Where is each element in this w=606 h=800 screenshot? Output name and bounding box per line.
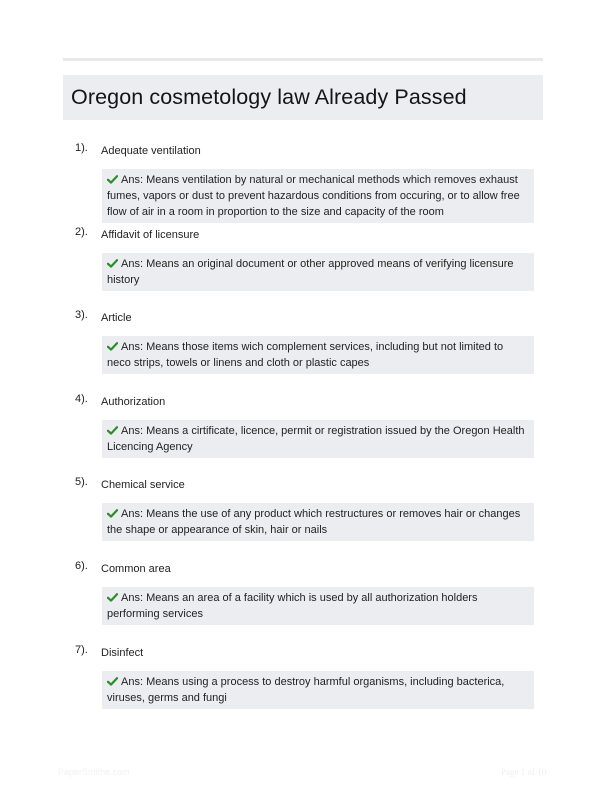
question-term: Adequate ventilation xyxy=(101,145,201,157)
checkmark-icon xyxy=(107,509,118,518)
answer-text: Ans: Means a cirtificate, licence, permit or registration issued by the Oregon Health Licencing Agency xyxy=(107,424,525,453)
question-number: 7). xyxy=(75,643,88,656)
question-number: 2). xyxy=(75,225,88,238)
question-number: 6). xyxy=(75,559,88,572)
checkmark-icon xyxy=(107,677,118,686)
answer-box xyxy=(102,169,534,223)
answer-text: Ans: Means an area of a facility which is used by all authorization holders performing services xyxy=(107,591,478,620)
qa-item xyxy=(63,560,543,644)
qa-item xyxy=(63,393,543,477)
answer-text: Ans: Means those items wich complement services, including but not limited to neco strips, towels or linens and cloth or plastic capes xyxy=(107,341,504,370)
qa-item xyxy=(63,644,543,728)
qa-item xyxy=(63,226,543,310)
answer-box xyxy=(102,420,534,458)
page-number: Page 1 of 10 xyxy=(501,767,547,777)
checkmark-icon xyxy=(107,259,118,268)
question-term: Common area xyxy=(101,562,171,575)
question-term: Article xyxy=(101,312,132,325)
question-term: Affidavit of licensure xyxy=(101,228,200,241)
answer-box xyxy=(102,587,534,625)
qa-item xyxy=(63,476,543,560)
question-number: 4). xyxy=(75,392,88,405)
question-term: Disinfect xyxy=(101,646,144,659)
answer-box xyxy=(102,671,534,709)
checkmark-icon xyxy=(107,426,118,435)
qa-item xyxy=(63,142,543,226)
answer-box xyxy=(102,503,534,541)
answer-text: Ans: Means using a process to destroy harmful organisms, including bacterica, viruses, germs and fungi xyxy=(107,675,505,704)
qa-item xyxy=(63,309,543,393)
checkmark-icon xyxy=(107,342,118,351)
checkmark-icon xyxy=(107,175,118,184)
answer-text: Ans: Means ventilation by natural or mechanical methods which removes exhaust fumes, vapors or dust to prevent hazardous conditions from occuring, or to allow free flow of air in a room in proportion to the size and capacity of the room xyxy=(107,174,520,218)
title-box xyxy=(63,75,543,120)
checkmark-icon xyxy=(107,593,118,602)
question-term: Chemical service xyxy=(101,479,185,492)
answer-box xyxy=(102,253,534,291)
answer-box xyxy=(102,336,534,374)
question-number: 3). xyxy=(75,309,88,322)
top-rule xyxy=(63,58,543,61)
question-number: 1). xyxy=(75,142,88,154)
question-number: 5). xyxy=(75,476,88,489)
question-term: Authorization xyxy=(101,395,166,408)
qa-list xyxy=(63,142,543,727)
answer-text: Ans: Means an original document or other approved means of verifying licensure history xyxy=(107,257,514,286)
page-title: Oregon cosmetology law Already Passed xyxy=(71,85,467,109)
answer-text: Ans: Means the use of any product which restructures or removes hair or changes the shape or appearance of skin, hair or nails xyxy=(107,508,521,537)
footer-watermark: PaperSmithe.com xyxy=(58,767,130,777)
